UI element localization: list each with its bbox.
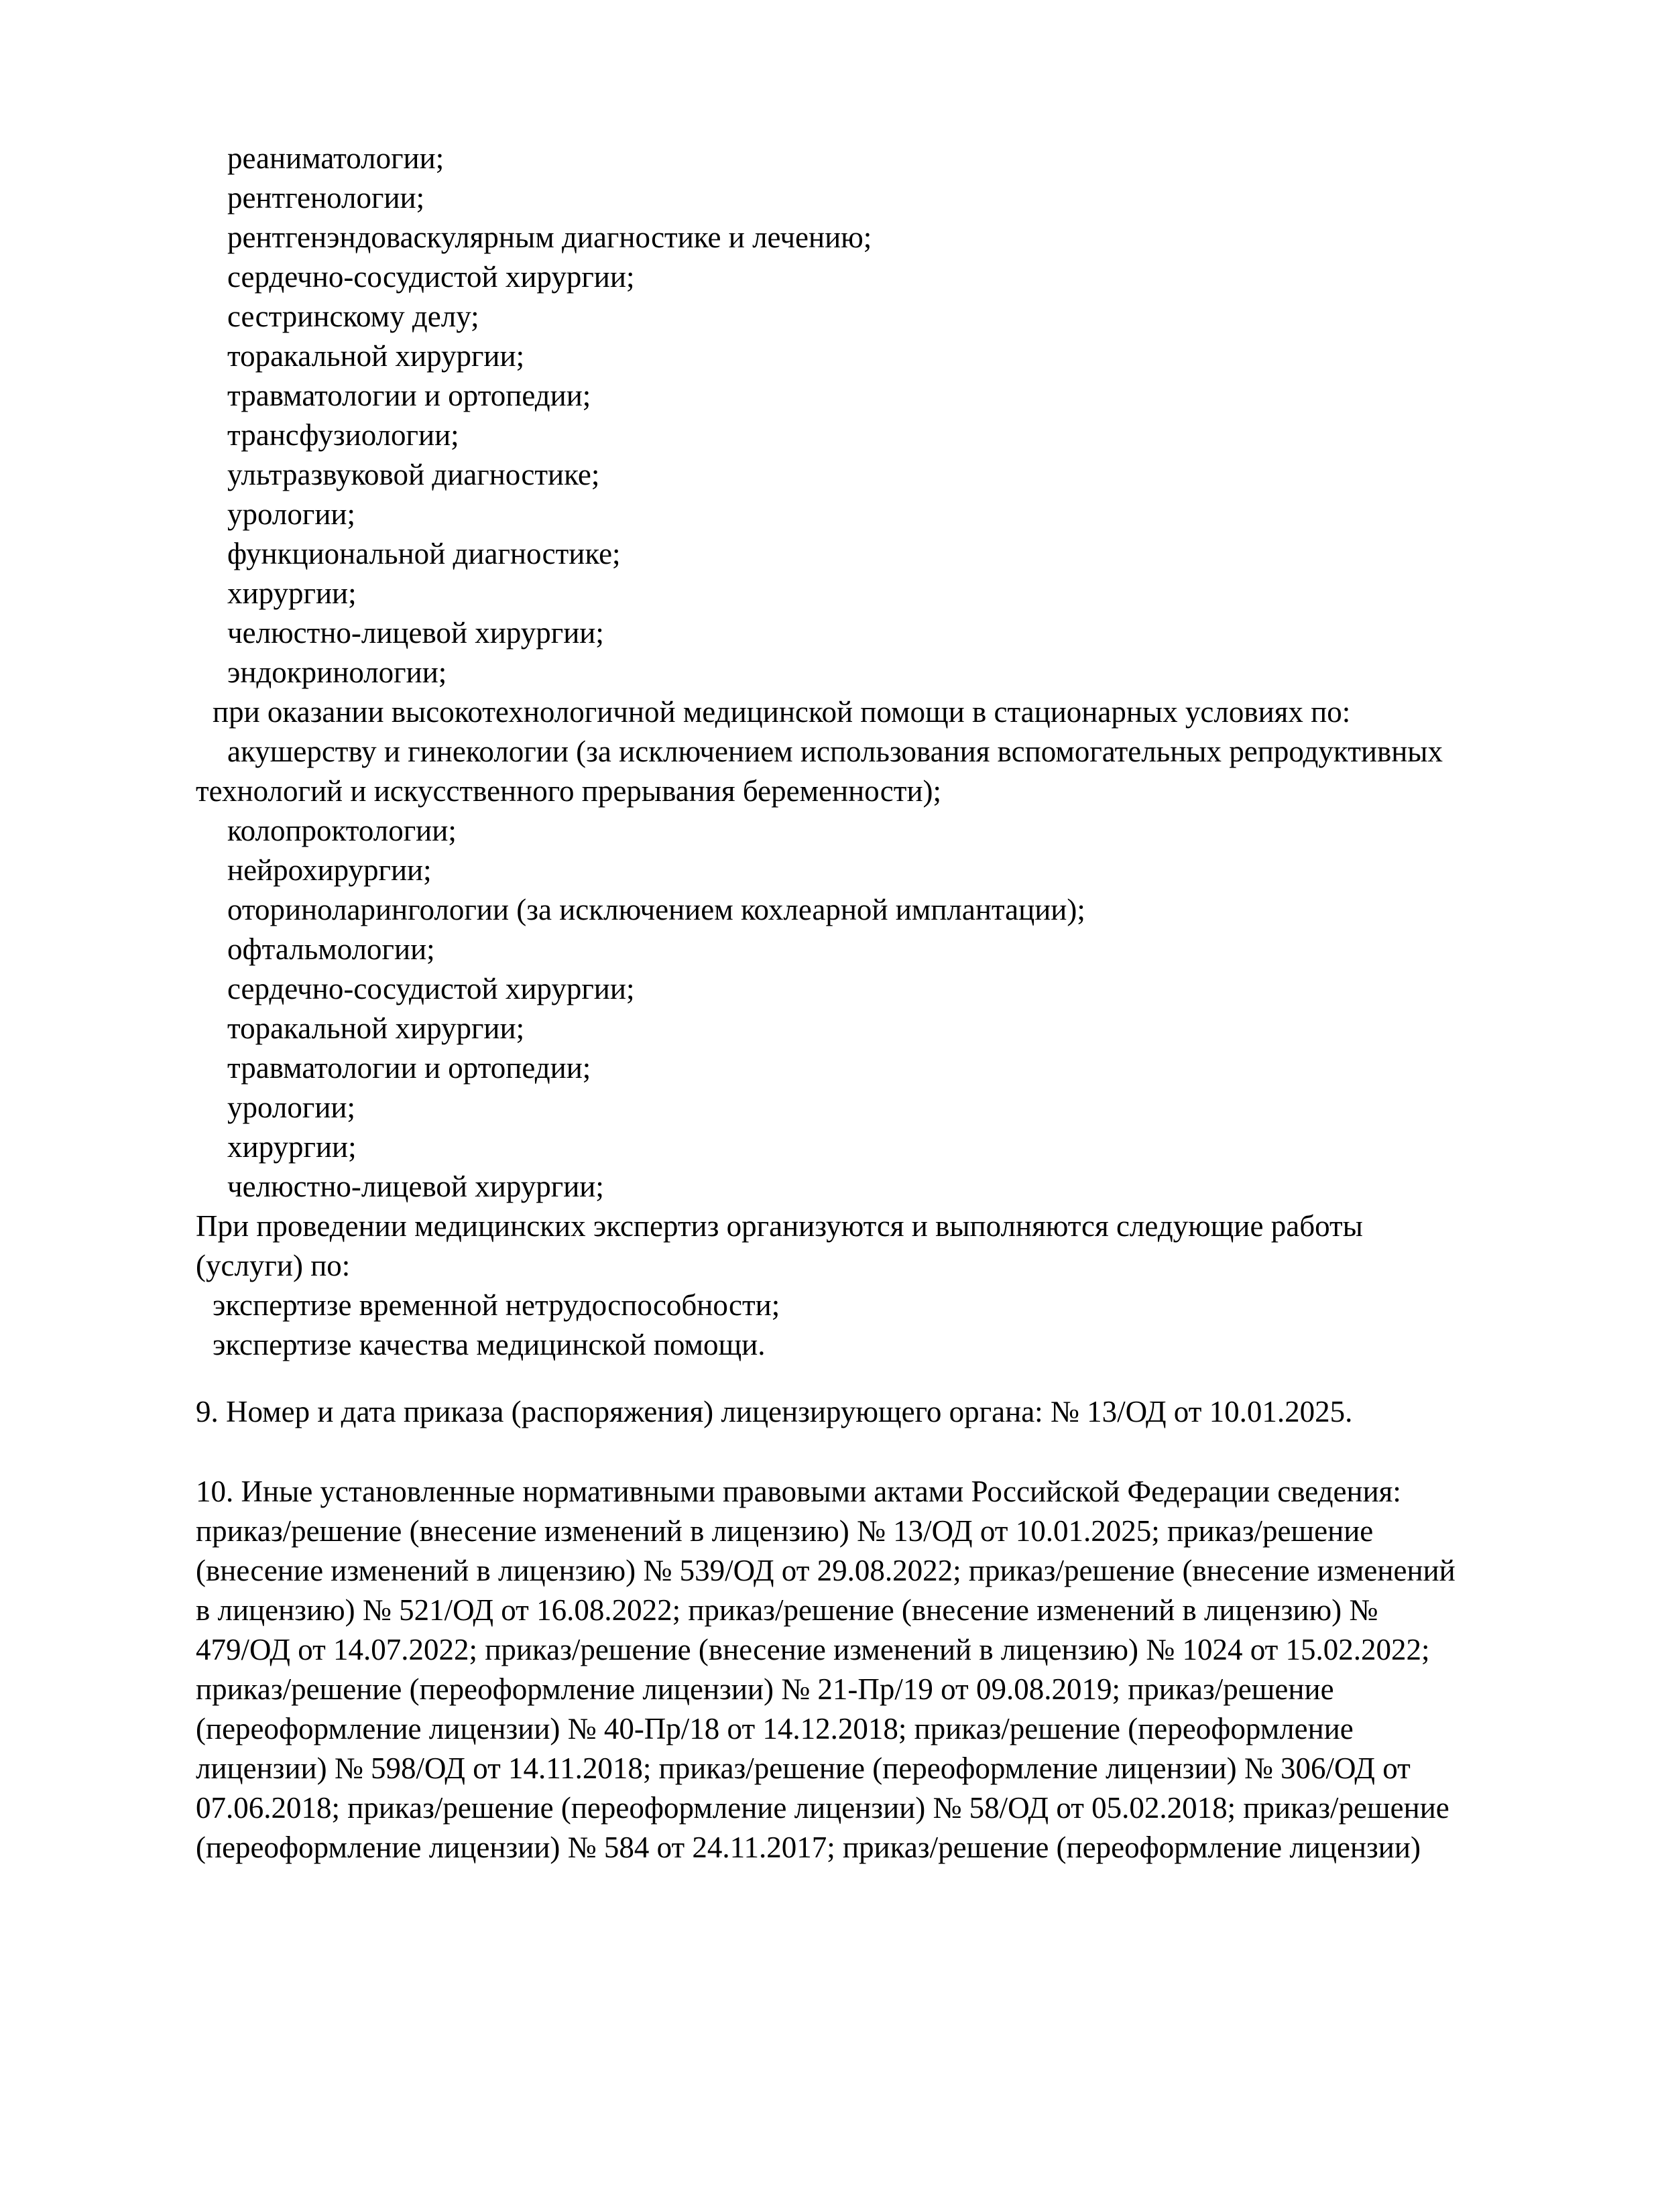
high-tech-item-otorhinolaryngology: оториноларингологии (за исключением кохлеарной имплантации);	[227, 893, 1085, 926]
list-item-reanimatology: реаниматологии;	[227, 141, 444, 175]
high-tech-item-coloproctology: колопроктологии;	[227, 814, 457, 847]
section-10-line-7: (переоформление лицензии) № 40-Пр/18 от 14.12.2018; приказ/решение (переоформление	[196, 1712, 1354, 1745]
expertise-item-temporary-disability: экспертизе временной нетрудоспособности;	[213, 1288, 780, 1322]
high-tech-item-neurosurgery: нейрохирургии;	[227, 853, 432, 887]
high-tech-item-maxillofacial-surgery: челюстно-лицевой хирургии;	[227, 1170, 604, 1203]
section-10-line-4: в лицензию) № 521/ОД от 16.08.2022; приказ/решение (внесение изменений в лицензию) №	[196, 1593, 1378, 1627]
section-10-line-6: приказ/решение (переоформление лицензии) № 21-Пр/19 от 09.08.2019; приказ/решение	[196, 1672, 1334, 1706]
list-item-traumatology: травматологии и ортопедии;	[227, 379, 591, 412]
high-tech-item-surgery: хирургии;	[227, 1130, 357, 1164]
list-item-nursing: сестринскому делу;	[227, 300, 479, 333]
section-10-line-8: лицензии) № 598/ОД от 14.11.2018; приказ/решение (переоформление лицензии) № 306/ОД от	[196, 1752, 1411, 1785]
high-tech-heading: при оказании высокотехнологичной медицинской помощи в стационарных условиях по:	[213, 695, 1351, 729]
section-10-line-1: 10. Иные установленные нормативными правовыми актами Российской Федерации сведения:	[196, 1475, 1401, 1508]
list-item-cardiovascular-surgery: сердечно-сосудистой хирургии;	[227, 260, 635, 294]
expertise-heading-line2: (услуги) по:	[196, 1249, 351, 1282]
section-10-line-10: (переоформление лицензии) № 584 от 24.11.2017; приказ/решение (переоформление лицензии)	[196, 1831, 1421, 1864]
section-10-line-9: 07.06.2018; приказ/решение (переоформление лицензии) № 58/ОД от 05.02.2018; приказ/решение	[196, 1791, 1449, 1825]
section-10-line-3: (внесение изменений в лицензию) № 539/ОД от 29.08.2022; приказ/решение (внесение изменений	[196, 1554, 1456, 1587]
list-item-urology: урологии;	[227, 497, 355, 531]
high-tech-item-thoracic-surgery: торакальной хирургии;	[227, 1011, 525, 1045]
list-item-thoracic-surgery: торакальной хирургии;	[227, 339, 525, 373]
high-tech-item-obstetrics-line2: технологий и искусственного прерывания беременности);	[196, 774, 942, 808]
high-tech-item-obstetrics-line1: акушерству и гинекологии (за исключением использования вспомогательных репродуктивных	[227, 735, 1443, 768]
section-10-line-2: приказ/решение (внесение изменений в лицензию) № 13/ОД от 10.01.2025; приказ/решение	[196, 1514, 1374, 1548]
list-item-endovascular: рентгенэндоваскулярным диагностике и лечению;	[227, 221, 872, 254]
list-item-maxillofacial-surgery: челюстно-лицевой хирургии;	[227, 616, 604, 650]
list-item-surgery: хирургии;	[227, 576, 357, 610]
list-item-roentgenology: рентгенологии;	[227, 181, 425, 214]
list-item-transfusiology: трансфузиологии;	[227, 418, 459, 452]
expertise-item-quality-of-care: экспертизе качества медицинской помощи.	[213, 1328, 766, 1361]
high-tech-item-urology: урологии;	[227, 1091, 355, 1124]
list-item-endocrinology: эндокринологии;	[227, 656, 447, 689]
section-10-line-5: 479/ОД от 14.07.2022; приказ/решение (внесение изменений в лицензию) № 1024 от 15.02.2022;	[196, 1633, 1430, 1666]
expertise-heading-line1: При проведении медицинских экспертиз организуются и выполняются следующие работы	[196, 1209, 1363, 1243]
list-item-ultrasound: ультразвуковой диагностике;	[227, 458, 600, 491]
high-tech-item-traumatology: травматологии и ортопедии;	[227, 1051, 591, 1085]
section-9-order-number: 9. Номер и дата приказа (распоряжения) лицензирующего органа: № 13/ОД от 10.01.2025.	[196, 1395, 1353, 1428]
high-tech-item-cardiovascular-surgery: сердечно-сосудистой хирургии;	[227, 972, 635, 1005]
high-tech-item-ophthalmology: офтальмологии;	[227, 932, 435, 966]
list-item-functional-diagnostics: функциональной диагностике;	[227, 537, 621, 570]
